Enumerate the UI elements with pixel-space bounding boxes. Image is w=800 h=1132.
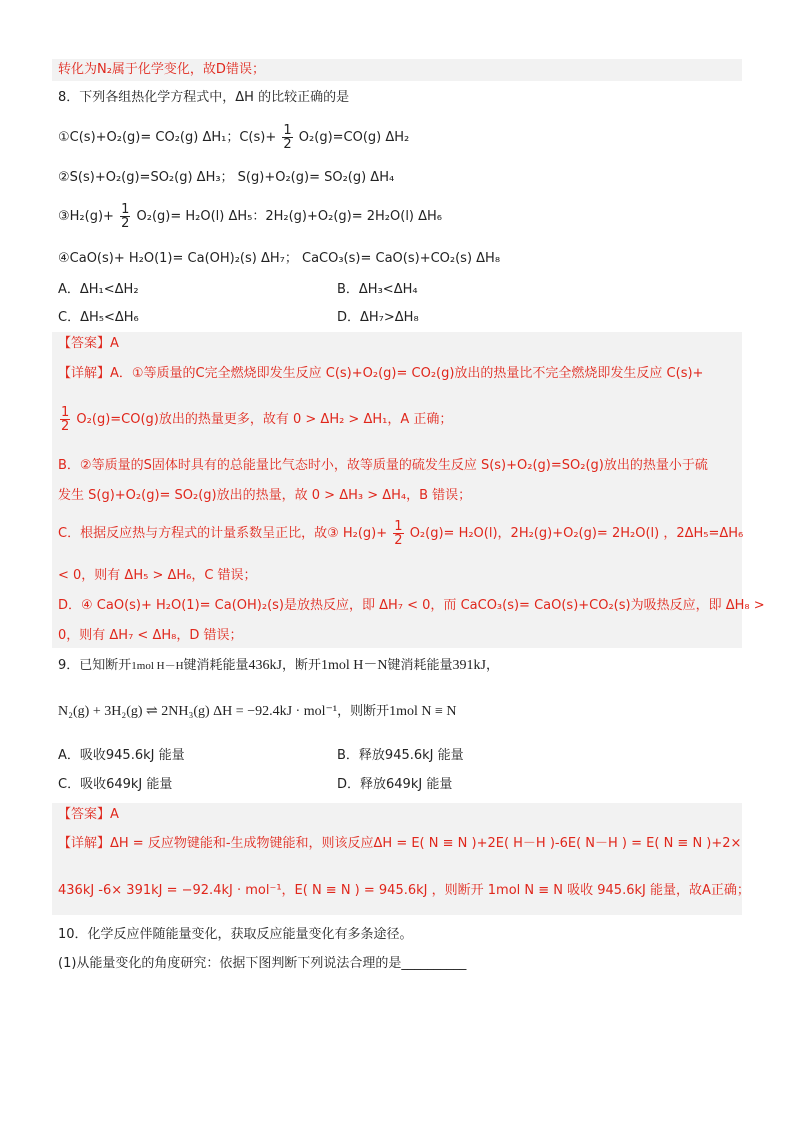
q8-answer: 【答案】A — [58, 336, 119, 351]
q8-detail-c2: < 0，则有 ΔH₅ > ΔH₆，C 错误； — [58, 568, 257, 583]
q9-detail-1: 【详解】ΔH = 反应物键能和-生成物键能和，则该反应ΔH = E( N ≡ N )+2E( H－H )-6E( N－H ) = E( N ≡ N )+2× — [58, 836, 742, 851]
q9-reaction: N₂(g) + 3H₂(g) ⇌ 2NH₃(g) ΔH = −92.4kJ · mol⁻¹，则断开1mol N ≡ N — [58, 704, 457, 719]
half-fraction: $\frac{1}{2}$ — [121, 202, 130, 231]
q8-detail-c1: C．根据反应热与方程式的计量系数呈正比，故③ H₂(g)+ $\frac{1}{2}$ O₂(g)= H₂O(l)，2H₂(g)+O₂(g)= 2H₂O(l) ，2ΔH₅=ΔH₆ — [58, 519, 744, 548]
q8-eq3-part2: O₂(g)= H₂O(l) ΔH₅：2H₂(g)+O₂(g)= 2H₂O(l) ΔH₆ — [136, 209, 443, 224]
q8-detail-d2: 0，则有 ΔH₇ < ΔH₈，D 错误； — [58, 628, 243, 643]
q8-stem: 8．下列各组热化学方程式中，ΔH 的比较正确的是 — [58, 90, 350, 105]
q8-eq1 — [58, 124, 742, 151]
q8-detail-a1: 【详解】A．①等质量的C完全燃烧即发生反应 C(s)+O₂(g)= CO₂(g)放出的热量比不完全燃烧即发生反应 C(s)+ — [58, 366, 704, 381]
q8-option-c: C．ΔH₅<ΔH₆ — [58, 310, 139, 325]
q9-stem: 9．已知断开1mol H－H键消耗能量436kJ，断开1mol H－N键消耗能量391kJ， — [58, 658, 499, 673]
q8-detail-d1: D．④ CaO(s)+ H₂O(1)= Ca(OH)₂(s)是放热反应，即 ΔH₇ < 0，而 CaCO₃(s)= CaO(s)+CO₂(s)为吸热反应，即 ΔH₈ > — [58, 598, 765, 613]
q9-option-a: A．吸收945.6kJ 能量 — [58, 748, 185, 763]
q8-option-b: B．ΔH₃<ΔH₄ — [337, 282, 418, 297]
half-fraction: $\frac{1}{2}$ — [394, 519, 403, 548]
half-fraction: $\frac{1}{2}$ — [283, 123, 292, 152]
prev-answer-tail: 转化为N₂属于化学变化，故D错误； — [58, 62, 265, 77]
q9-detail-2: 436kJ -6× 391kJ = −92.4kJ · mol⁻¹，E( N ≡ N ) = 945.6kJ ，则断开 1mol N ≡ N 吸收 945.6kJ 能量，故A正确； — [58, 883, 750, 898]
q8-eq1-part1: ①C(s)+O₂(g)= CO₂(g) ΔH₁；C(s)+ — [58, 130, 277, 145]
q8-eq3-part1: ③H₂(g)+ — [58, 209, 114, 224]
reaction-equation: N₂(g) + 3H₂(g) ⇌ 2NH₃(g) ΔH = −92.4kJ · mol⁻¹ — [58, 704, 338, 719]
q8-eq4: ④CaO(s)+ H₂O(1)= Ca(OH)₂(s) ΔH₇； CaCO₃(s)= CaO(s)+CO₂(s) ΔH₈ — [58, 251, 501, 266]
q10-stem: 10．化学反应伴随能量变化，获取反应能量变化有多条途径。 — [58, 927, 413, 942]
q8-option-d: D．ΔH₇>ΔH₈ — [337, 310, 419, 325]
q8-eq3 — [58, 203, 742, 230]
q8-option-a: A．ΔH₁<ΔH₂ — [58, 282, 139, 297]
q9-answer: 【答案】A — [58, 807, 119, 822]
q9-option-d: D．释放649kJ 能量 — [337, 777, 453, 792]
q9-option-b: B．释放945.6kJ 能量 — [337, 748, 464, 763]
q8-detail-a2: $\frac{1}{2}$ O₂(g)=CO(g)放出的热量更多，故有 0 > ΔH₂ > ΔH₁，A 正确； — [61, 405, 453, 434]
q8-detail-b1: B．②等质量的S固体时具有的总能量比气态时小，故等质量的硫发生反应 S(s)+O₂(g)=SO₂(g)放出的热量小于硫 — [58, 458, 708, 473]
q8-eq1-part2: O₂(g)=CO(g) ΔH₂ — [298, 130, 410, 145]
q8-eq2: ②S(s)+O₂(g)=SO₂(g) ΔH₃； S(g)+O₂(g)= SO₂(g) ΔH₄ — [58, 170, 395, 185]
q8-detail-b2: 发生 S(g)+O₂(g)= SO₂(g)放出的热量，故 0 > ΔH₃ > ΔH₄，B 错误； — [58, 488, 472, 503]
half-fraction: $\frac{1}{2}$ — [61, 405, 70, 434]
q9-option-c: C．吸收649kJ 能量 — [58, 777, 173, 792]
q10-sub1: (1)从能量变化的角度研究：依据下图判断下列说法合理的是__________ — [58, 956, 467, 971]
